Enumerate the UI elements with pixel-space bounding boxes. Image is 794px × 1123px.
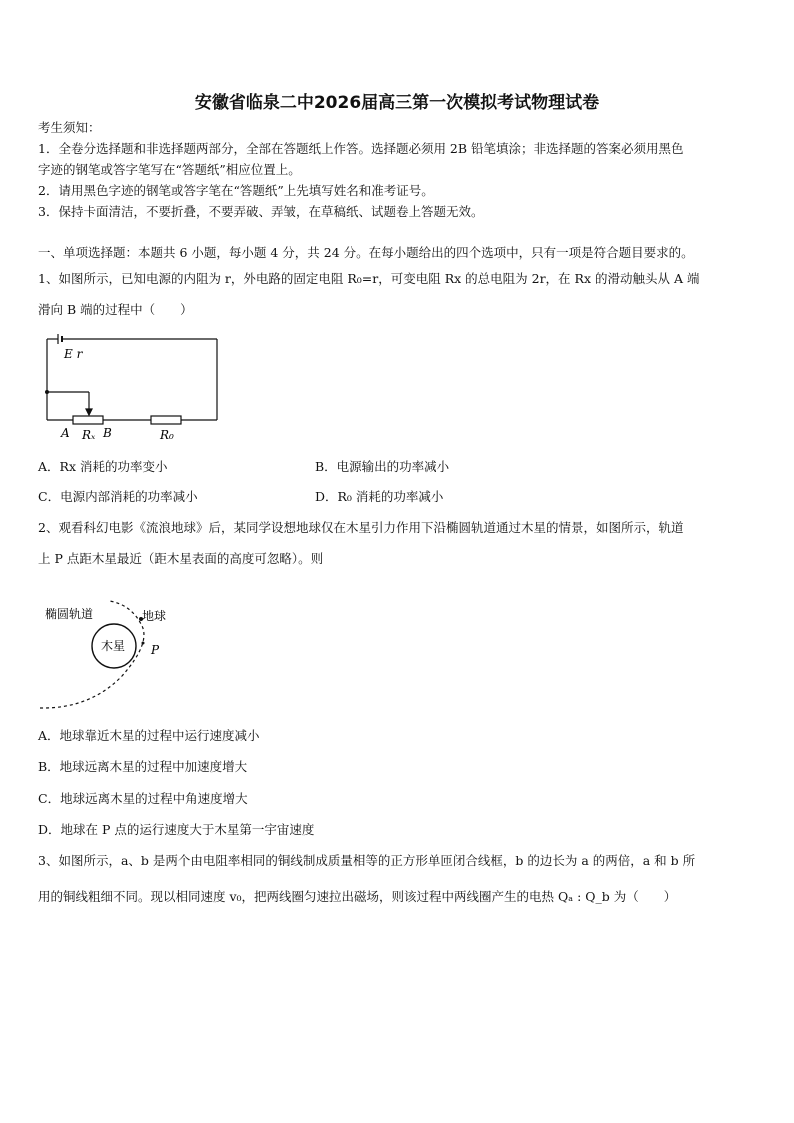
- q1-option-d: D．R₀ 消耗的功率减小: [315, 489, 444, 504]
- notice-item-3: 3．保持卡面清洁，不要折叠，不要弄破、弄皱，在草稿纸、试题卷上答题无效。: [38, 204, 484, 219]
- earth-label: 地球: [142, 609, 167, 623]
- q3-stem-line-2: 用的铜线粗细不同。现以相同速度 v₀，把两线圈匀速拉出磁场，则该过程中两线圈产生的电热 Qₐ : Q_b 为（ ）: [38, 889, 677, 904]
- q3-stem-line-1: 3、如图所示，a、b 是两个由电阻率相同的铜线制成质量相等的正方形单匝闭合线框，b 的边长为 a 的两倍，a 和 b 所: [38, 853, 696, 868]
- q2-stem-line-1: 2、观看科幻电影《流浪地球》后，某同学设想地球仅在木星引力作用下沿椭圆轨道通过木星的情景，如图所示，轨道: [38, 520, 684, 535]
- q2-stem-line-2: 上 P 点距木星最近（距木星表面的高度可忽略）。则: [38, 551, 324, 566]
- section-heading: 一、单项选择题：本题共 6 小题，每小题 4 分，共 24 分。在每小题给出的四个选项中，只有一项是符合题目要求的。: [38, 245, 694, 260]
- notice-item-2: 2．请用黑色字迹的钢笔或答字笔在“答题纸”上先填写姓名和准考证号。: [38, 183, 434, 198]
- jupiter-label: 木星: [101, 639, 126, 653]
- point-p-dot: [142, 642, 145, 645]
- q2-orbit-diagram: [38, 596, 178, 716]
- q1-stem-line-2: 滑向 B 端的过程中（ ）: [38, 302, 193, 317]
- page-title: 安徽省临泉二中2026届高三第一次模拟考试物理试卷: [194, 93, 600, 113]
- q1-stem-line-1: 1、如图所示，已知电源的内阻为 r，外电路的固定电阻 R₀=r，可变电阻 Rx 的总电阻为 2r，在 Rx 的滑动触头从 A 端: [38, 271, 700, 286]
- notice-item-1-line-1: 1．全卷分选择题和非选择题两部分，全部在答题纸上作答。选择题必须用 2B 铅笔填涂；非选择题的答案必须用黑色: [38, 141, 684, 156]
- terminal-b-label: B: [103, 426, 112, 440]
- q1-option-a: A．Rx 消耗的功率变小: [38, 459, 168, 474]
- q2-option-a: A．地球靠近木星的过程中运行速度减小: [38, 728, 260, 743]
- point-p-label: P: [151, 643, 160, 657]
- terminal-a-label: A: [61, 426, 70, 440]
- q2-option-d: D．地球在 P 点的运行速度大于木星第一宇宙速度: [38, 822, 315, 837]
- orbit-label: 椭圆轨道: [45, 607, 94, 621]
- rx-label: Rₓ: [82, 428, 96, 442]
- notice-item-1-line-2: 字迹的钢笔或答字笔写在“答题纸”相应位置上。: [38, 162, 301, 177]
- q2-option-b: B．地球远离木星的过程中加速度增大: [38, 759, 248, 774]
- r0-label: R₀: [160, 428, 174, 442]
- source-label: E r: [64, 347, 83, 361]
- q1-option-c: C．电源内部消耗的功率减小: [38, 489, 198, 504]
- q2-option-c: C．地球远离木星的过程中角速度增大: [38, 791, 248, 806]
- q1-circuit-diagram: [40, 333, 225, 445]
- notice-heading: 考生须知：: [38, 120, 101, 135]
- q1-option-b: B．电源输出的功率减小: [315, 459, 450, 474]
